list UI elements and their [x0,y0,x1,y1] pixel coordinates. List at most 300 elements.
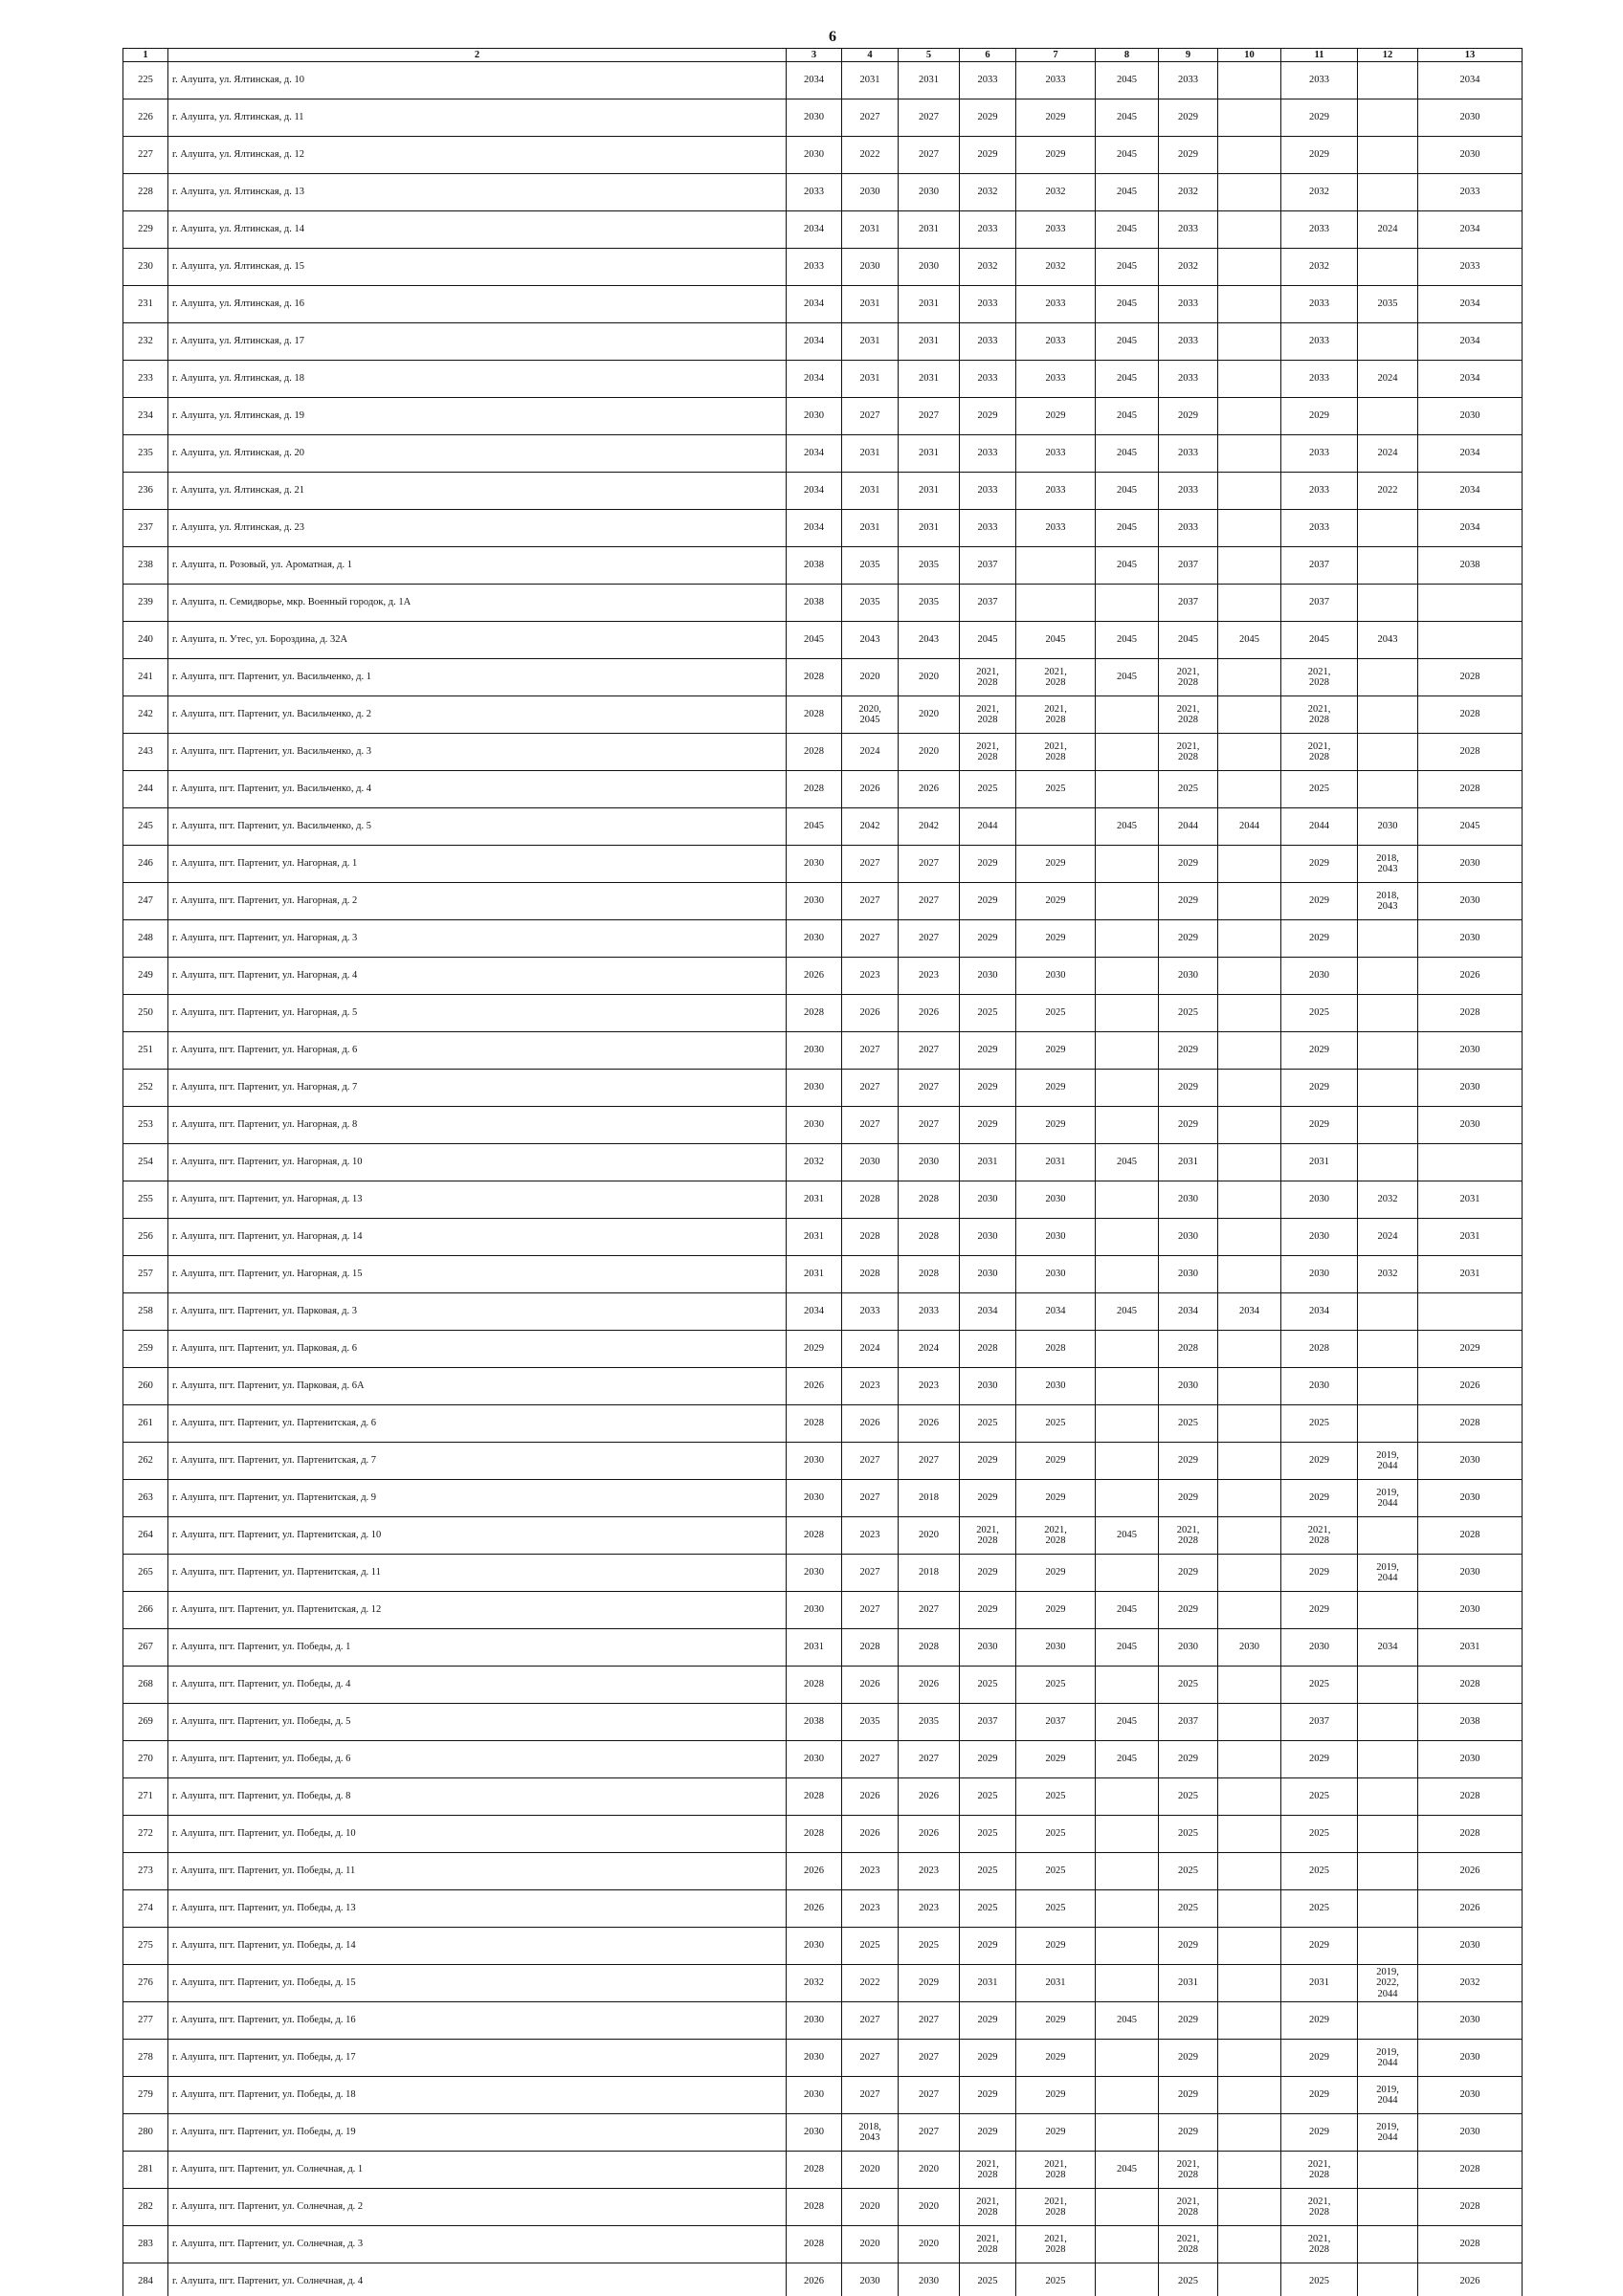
year-cell: 2032 [1016,249,1096,286]
year-cell [1218,1965,1281,2002]
year-cell [1096,1928,1159,1965]
year-cell: 2030 [1418,99,1523,137]
year-cell: 2023 [899,1890,960,1928]
row-number-cell: 264 [123,1517,168,1555]
year-cell: 2031 [842,435,899,473]
row-number-cell: 246 [123,846,168,883]
row-number-cell: 249 [123,958,168,995]
year-cell: 2029 [1159,1032,1218,1070]
table-body [123,62,1523,2296]
year-cell [1358,696,1418,734]
year-cell [1218,1480,1281,1517]
table-row [123,1629,1523,1667]
year-cell: 2022 [842,137,899,174]
year-cell: 2033 [1016,473,1096,510]
year-cell: 2033 [1418,249,1523,286]
year-cell: 2031 [842,361,899,398]
year-cell [1218,99,1281,137]
year-cell: 2030 [1418,1480,1523,1517]
year-cell [1218,883,1281,920]
year-cell: 2025 [1159,995,1218,1032]
year-cell: 2034 [1218,1293,1281,1331]
year-cell: 2030 [1281,1181,1358,1219]
year-cell: 2031 [899,286,960,323]
year-cell: 2038 [1418,1704,1523,1741]
year-cell: 2027 [899,99,960,137]
table-row [123,958,1523,995]
year-cell: 2023 [842,1517,899,1555]
year-cell: 2022 [1358,473,1418,510]
table-row [123,62,1523,99]
year-cell: 2021, 2028 [1016,734,1096,771]
row-number-cell: 259 [123,1331,168,1368]
table-row [123,1443,1523,1480]
year-cell: 2029 [1281,1555,1358,1592]
year-cell [1096,696,1159,734]
address-cell: г. Алушта, пгт. Партенит, ул. Нагорная, д. 4 [168,958,787,995]
year-cell: 2033 [842,1293,899,1331]
address-cell: г. Алушта, пгт. Партенит, ул. Нагорная, д. 7 [168,1070,787,1107]
year-cell: 2024 [899,1331,960,1368]
year-cell: 2029 [1281,2002,1358,2040]
year-cell: 2027 [899,2002,960,2040]
address-cell: г. Алушта, ул. Ялтинская, д. 16 [168,286,787,323]
year-cell: 2045 [1096,1293,1159,1331]
year-cell: 2030 [787,1741,842,1778]
year-cell: 2019, 2044 [1358,1443,1418,1480]
year-cell: 2028 [842,1256,899,1293]
row-number-cell: 228 [123,174,168,211]
year-cell: 2018, 2043 [1358,846,1418,883]
table-row [123,361,1523,398]
year-cell: 2045 [1159,622,1218,659]
year-cell [1218,1144,1281,1181]
year-cell [1358,1368,1418,1405]
year-cell [1218,1331,1281,1368]
year-cell [1096,883,1159,920]
year-cell: 2029 [1159,1741,1218,1778]
year-cell: 2030 [1159,1181,1218,1219]
year-cell: 2029 [1159,1480,1218,1517]
address-cell: г. Алушта, пгт. Партенит, ул. Нагорная, д. 13 [168,1181,787,1219]
year-cell: 2025 [960,1853,1016,1890]
row-number-cell: 242 [123,696,168,734]
row-number-cell: 275 [123,1928,168,1965]
year-cell: 2033 [960,286,1016,323]
year-cell: 2025 [1159,1853,1218,1890]
address-cell: г. Алушта, пгт. Партенит, ул. Солнечная, д. 3 [168,2226,787,2263]
year-cell: 2026 [899,1405,960,1443]
year-cell: 2026 [1418,1368,1523,1405]
year-cell: 2027 [899,846,960,883]
year-cell [1358,659,1418,696]
year-cell [1096,1107,1159,1144]
year-cell [1358,771,1418,808]
year-cell: 2021, 2028 [1159,2226,1218,2263]
year-cell: 2029 [960,920,1016,958]
year-cell: 2027 [842,1480,899,1517]
year-cell: 2030 [787,1480,842,1517]
year-cell: 2045 [1096,808,1159,846]
address-cell: г. Алушта, пгт. Партенит, ул. Победы, д. 14 [168,1928,787,1965]
year-cell: 2030 [899,249,960,286]
row-number-cell: 253 [123,1107,168,1144]
year-cell: 2018 [899,1480,960,1517]
year-cell: 2029 [1159,1555,1218,1592]
year-cell [1096,1368,1159,1405]
year-cell: 2025 [1016,1816,1096,1853]
address-cell: г. Алушта, пгт. Партенит, ул. Нагорная, д. 10 [168,1144,787,1181]
year-cell: 2029 [1159,137,1218,174]
year-cell: 2028 [1418,2152,1523,2189]
year-cell: 2033 [1281,62,1358,99]
year-cell: 2030 [1159,1629,1218,1667]
year-cell: 2045 [1096,174,1159,211]
year-cell [1358,2152,1418,2189]
year-cell: 2045 [1096,435,1159,473]
address-cell: г. Алушта, пгт. Партенит, ул. Победы, д. 17 [168,2040,787,2077]
year-cell: 2021, 2028 [1016,1517,1096,1555]
year-cell: 2029 [960,2114,1016,2152]
year-cell [1016,585,1096,622]
year-cell [1218,1853,1281,1890]
year-cell: 2034 [1418,510,1523,547]
year-cell: 2029 [1016,1480,1096,1517]
year-cell [1358,1928,1418,1965]
year-cell: 2027 [842,2040,899,2077]
year-cell: 2029 [1281,398,1358,435]
year-cell: 2026 [899,995,960,1032]
year-cell [1096,1070,1159,1107]
year-cell: 2045 [1096,2002,1159,2040]
year-cell: 2037 [1159,585,1218,622]
year-cell: 2033 [1159,62,1218,99]
year-cell: 2029 [1016,1032,1096,1070]
year-cell: 2030 [787,1443,842,1480]
row-number-cell: 231 [123,286,168,323]
year-cell: 2030 [787,1032,842,1070]
year-cell: 2025 [1281,771,1358,808]
year-cell: 2021, 2028 [1159,696,1218,734]
address-cell: г. Алушта, пгт. Партенит, ул. Победы, д. 8 [168,1778,787,1816]
year-cell: 2030 [1159,1256,1218,1293]
year-cell [1218,2002,1281,2040]
row-number-cell: 247 [123,883,168,920]
year-cell: 2026 [842,1778,899,1816]
year-cell: 2030 [1418,1070,1523,1107]
year-cell: 2029 [1016,1555,1096,1592]
column-header: 7 [1016,49,1096,62]
year-cell: 2032 [1418,1965,1523,2002]
address-cell: г. Алушта, пгт. Партенит, ул. Нагорная, д. 2 [168,883,787,920]
year-cell: 2025 [960,1816,1016,1853]
year-cell: 2043 [899,622,960,659]
year-cell [1096,585,1159,622]
year-cell [1358,1592,1418,1629]
year-cell: 2033 [1016,510,1096,547]
address-cell: г. Алушта, п. Семидворье, мкр. Военный городок, д. 1А [168,585,787,622]
year-cell: 2030 [842,1144,899,1181]
year-cell: 2029 [1281,1070,1358,1107]
year-cell: 2028 [787,995,842,1032]
year-cell: 2030 [1418,2114,1523,2152]
year-cell: 2029 [960,2040,1016,2077]
year-cell [1218,286,1281,323]
year-cell: 2033 [1281,286,1358,323]
row-number-cell: 278 [123,2040,168,2077]
year-cell [1358,547,1418,585]
year-cell: 2045 [960,622,1016,659]
row-number-cell: 235 [123,435,168,473]
year-cell [1218,62,1281,99]
year-cell: 2037 [1016,1704,1096,1741]
year-cell: 2030 [842,174,899,211]
row-number-cell: 279 [123,2077,168,2114]
year-cell: 2021, 2028 [1159,734,1218,771]
year-cell: 2042 [842,808,899,846]
year-cell: 2031 [787,1629,842,1667]
year-cell: 2028 [787,1405,842,1443]
year-cell: 2045 [1096,62,1159,99]
year-cell: 2030 [787,1107,842,1144]
year-cell [1218,1032,1281,1070]
year-cell: 2029 [1281,2040,1358,2077]
year-cell: 2028 [787,1517,842,1555]
year-cell [1218,958,1281,995]
row-number-cell: 273 [123,1853,168,1890]
year-cell: 2034 [960,1293,1016,1331]
year-cell [1096,920,1159,958]
year-cell: 2030 [1418,1107,1523,1144]
year-cell: 2020 [899,1517,960,1555]
address-cell: г. Алушта, пгт. Партенит, ул. Партенитская, д. 9 [168,1480,787,1517]
year-cell: 2045 [1096,211,1159,249]
address-cell: г. Алушта, пгт. Партенит, ул. Парковая, д. 3 [168,1293,787,1331]
year-cell [1358,137,1418,174]
year-cell [1218,547,1281,585]
year-cell [1358,1741,1418,1778]
year-cell: 2035 [842,547,899,585]
year-cell [1096,2263,1159,2296]
year-cell [1096,846,1159,883]
year-cell: 2025 [1016,1405,1096,1443]
table-row [123,286,1523,323]
year-cell: 2023 [842,1368,899,1405]
year-cell: 2035 [899,1704,960,1741]
table-row [123,846,1523,883]
year-cell: 2030 [787,2040,842,2077]
table-row [123,1070,1523,1107]
year-cell: 2031 [1016,1965,1096,2002]
year-cell: 2021, 2028 [1281,2189,1358,2226]
address-cell: г. Алушта, пгт. Партенит, ул. Солнечная, д. 1 [168,2152,787,2189]
year-cell: 2045 [1096,286,1159,323]
table-row [123,510,1523,547]
year-cell [1096,1256,1159,1293]
year-cell: 2029 [787,1331,842,1368]
year-cell: 2032 [960,249,1016,286]
table-row [123,771,1523,808]
year-cell: 2029 [1159,920,1218,958]
year-cell: 2037 [1281,547,1358,585]
year-cell: 2035 [842,585,899,622]
year-cell: 2029 [1281,883,1358,920]
year-cell: 2025 [1159,1405,1218,1443]
row-number-cell: 233 [123,361,168,398]
year-cell: 2021, 2028 [1159,2152,1218,2189]
row-number-cell: 280 [123,2114,168,2152]
row-number-cell: 238 [123,547,168,585]
table-row [123,1890,1523,1928]
table-row [123,1853,1523,1890]
table-row [123,995,1523,1032]
year-cell: 2027 [842,1592,899,1629]
row-number-cell: 226 [123,99,168,137]
address-cell: г. Алушта, п. Розовый, ул. Ароматная, д. 1 [168,547,787,585]
year-cell: 2045 [1096,398,1159,435]
year-cell [1358,2263,1418,2296]
row-number-cell: 234 [123,398,168,435]
year-cell: 2030 [1218,1629,1281,1667]
year-cell: 2028 [842,1219,899,1256]
year-cell: 2020 [899,2189,960,2226]
year-cell [1096,1405,1159,1443]
table-row [123,435,1523,473]
year-cell: 2030 [960,1181,1016,1219]
year-cell: 2034 [1016,1293,1096,1331]
year-cell: 2045 [1096,99,1159,137]
year-cell: 2045 [1096,137,1159,174]
year-cell: 2029 [1016,398,1096,435]
column-header: 3 [787,49,842,62]
year-cell [1358,62,1418,99]
year-cell: 2045 [1096,249,1159,286]
year-cell: 2031 [842,323,899,361]
year-cell: 2021, 2028 [1016,2152,1096,2189]
year-cell: 2030 [1159,1368,1218,1405]
year-cell: 2034 [787,510,842,547]
row-number-cell: 263 [123,1480,168,1517]
year-cell: 2026 [787,1368,842,1405]
year-cell: 2037 [1281,1704,1358,1741]
year-cell: 2028 [899,1256,960,1293]
year-cell: 2021, 2028 [960,2189,1016,2226]
year-cell: 2020 [899,2226,960,2263]
table-row [123,1032,1523,1070]
year-cell: 2026 [842,1405,899,1443]
year-cell: 2032 [1159,249,1218,286]
year-cell: 2026 [787,1853,842,1890]
table-row [123,1555,1523,1592]
year-cell: 2024 [1358,435,1418,473]
year-cell: 2030 [787,1928,842,1965]
year-cell: 2045 [1096,1144,1159,1181]
year-cell: 2045 [1218,622,1281,659]
year-cell: 2030 [787,846,842,883]
year-cell: 2029 [1016,2114,1096,2152]
year-cell: 2044 [1159,808,1218,846]
year-cell: 2030 [1016,1219,1096,1256]
year-cell: 2034 [787,361,842,398]
year-cell [1358,995,1418,1032]
year-cell: 2030 [1281,958,1358,995]
year-cell: 2031 [899,510,960,547]
row-number-cell: 277 [123,2002,168,2040]
table-row [123,1256,1523,1293]
table-row [123,2263,1523,2296]
year-cell: 2033 [1016,323,1096,361]
year-cell: 2033 [1159,211,1218,249]
year-cell: 2032 [1358,1181,1418,1219]
year-cell: 2031 [842,286,899,323]
year-cell: 2029 [1016,920,1096,958]
year-cell: 2025 [1281,995,1358,1032]
year-cell: 2030 [842,2263,899,2296]
year-cell [1096,1890,1159,1928]
row-number-cell: 245 [123,808,168,846]
year-cell: 2033 [960,62,1016,99]
address-cell: г. Алушта, ул. Ялтинская, д. 17 [168,323,787,361]
year-cell: 2034 [787,62,842,99]
year-cell [1016,547,1096,585]
year-cell: 2029 [960,398,1016,435]
year-cell [1358,1405,1418,1443]
year-cell [1218,211,1281,249]
table-row [123,1816,1523,1853]
year-cell: 2030 [787,99,842,137]
year-cell [1096,995,1159,1032]
table-row [123,1144,1523,1181]
year-cell [1096,1965,1159,2002]
year-cell: 2031 [842,211,899,249]
year-cell: 2030 [787,137,842,174]
row-number-cell: 243 [123,734,168,771]
year-cell: 2029 [1159,2077,1218,2114]
address-cell: г. Алушта, ул. Ялтинская, д. 12 [168,137,787,174]
year-cell: 2034 [787,211,842,249]
address-cell: г. Алушта, п. Утес, ул. Бороздина, д. 32А [168,622,787,659]
year-cell: 2029 [1281,1592,1358,1629]
year-cell: 2044 [1218,808,1281,846]
year-cell: 2026 [842,995,899,1032]
year-cell: 2029 [1159,398,1218,435]
year-cell: 2020, 2045 [842,696,899,734]
year-cell: 2023 [842,958,899,995]
table-row [123,249,1523,286]
year-cell: 2029 [960,2002,1016,2040]
table-row [123,1928,1523,1965]
table-row [123,808,1523,846]
year-cell: 2034 [1418,361,1523,398]
year-cell [1218,473,1281,510]
year-cell: 2028 [1281,1331,1358,1368]
year-cell: 2045 [1016,622,1096,659]
year-cell: 2029 [1016,2040,1096,2077]
year-cell [1096,958,1159,995]
year-cell: 2045 [1096,2152,1159,2189]
year-cell: 2031 [842,510,899,547]
year-cell: 2044 [960,808,1016,846]
year-cell: 2021, 2028 [960,2226,1016,2263]
year-cell: 2026 [1418,1853,1523,1890]
year-cell: 2028 [1418,1405,1523,1443]
year-cell [1218,174,1281,211]
year-cell: 2021, 2028 [960,2152,1016,2189]
table-row [123,622,1523,659]
year-cell [1096,2114,1159,2152]
year-cell: 2030 [1418,2040,1523,2077]
row-number-cell: 281 [123,2152,168,2189]
